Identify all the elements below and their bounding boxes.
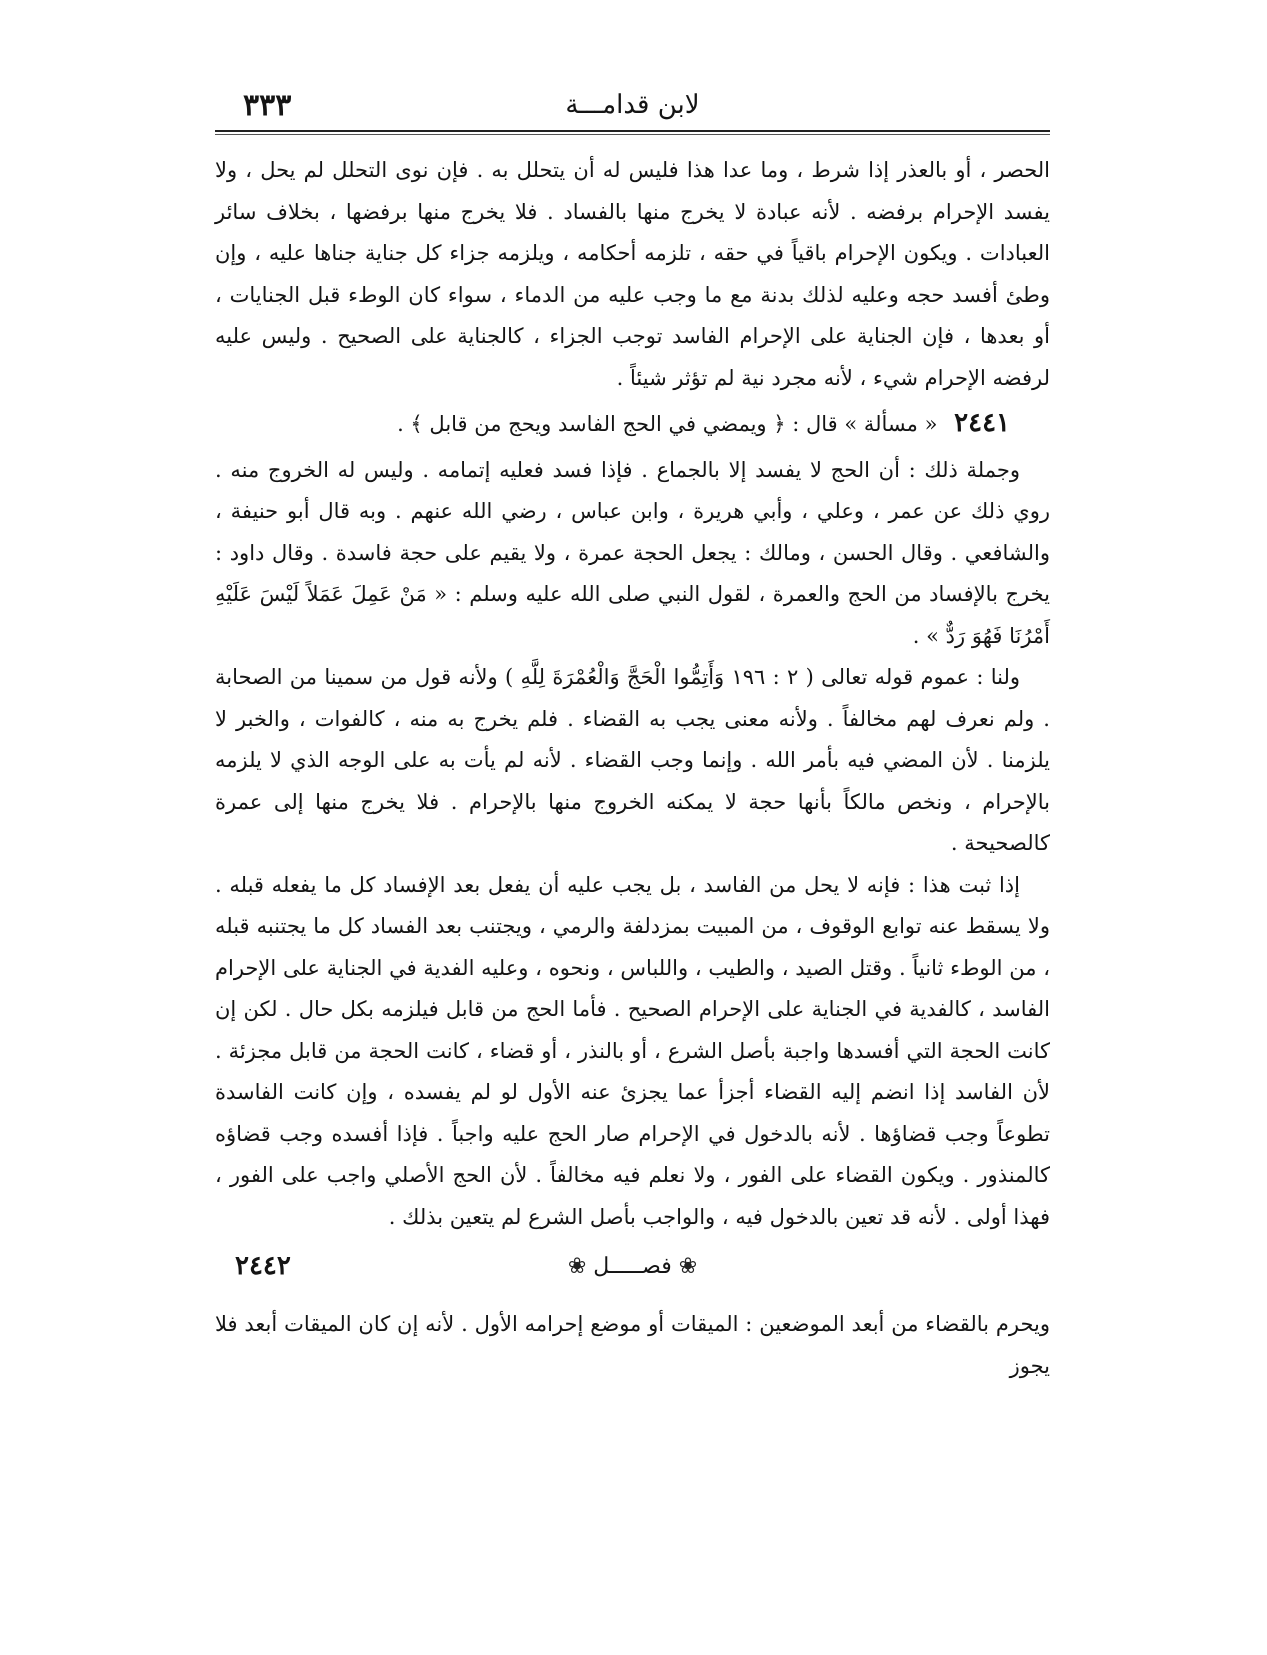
- issue-line: [215, 403, 1050, 446]
- issue-number: ٢٤٤١: [954, 408, 1010, 438]
- section-title-wrap: [215, 1246, 1050, 1288]
- ornament-left-icon: ❀: [567, 1254, 587, 1279]
- ornament-right-icon: ❀: [678, 1254, 698, 1279]
- issue-text: « مسألة » قال : ﴿ ويمضي في الحج الفاسد ويحج من قابل ﴾ .: [397, 412, 938, 436]
- running-title: لابن قدامـــة: [565, 90, 700, 120]
- section-heading: [215, 1244, 1050, 1296]
- page-number: ٣٣٣: [243, 88, 292, 123]
- page-header: [215, 88, 1050, 130]
- paragraph-1: الحصر ، أو بالعذر إذا شرط ، وما عدا هذا فليس له أن يتحلل به . فإن نوى التحلل لم يحل ، ولا يفسد الإحرام برفضه . لأنه عبادة لا يخرج منها بالفساد . فلا يخرج منها برفضها ، بخلاف سائر العبادات . ويكون الإحرام باقياً في حقه ، تلزمه أحكامه ، ويلزمه جزاء كل جناية جناها عليه ، وإن وطئ أفسد حجه وعليه لذلك بدنة مع ما وجب عليه من الدماء ، سواء كان الوطء قبل الجنايات ، أو بعدها ، فإن الجناية على الإحرام الفاسد توجب الجزاء ، كالجناية على الصحيح . وليس عليه لرفضه الإحرام شيء ، لأنه مجرد نية لم تؤثر شيئاً .: [215, 158, 1050, 390]
- section-title: فصـــــل: [593, 1254, 672, 1279]
- body-text: [215, 150, 1050, 1387]
- paragraph-5: ويحرم بالقضاء من أبعد الموضعين : الميقات أو موضع إحرامه الأول . لأنه إن كان الميقات أبعد فلا يجوز: [215, 1312, 1050, 1378]
- paragraph-4: إذا ثبت هذا : فإنه لا يحل من الفاسد ، بل يجب عليه أن يفعل بعد الإفساد كل ما يفعله قبله . ولا يسقط عنه توابع الوقوف ، من المبيت بمزدلفة والرمي ، ويجتنب بعد الفساد كل ما يجتنبه قبله ، من الوطء ثانياً . وقتل الصيد ، والطيب ، واللباس ، ونحوه ، وعليه الفدية في الجناية على الإحرام الفاسد ، كالفدية في الجناية على الإحرام الصحيح . فأما الحج من قابل فيلزمه بكل حال . لكن إن كانت الحجة التي أفسدها واجبة بأصل الشرع ، أو بالنذر ، أو قضاء ، كانت الحجة من قابل مجزئة . لأن الفاسد إذا انضم إليه القضاء أجزأ عما يجزئ عنه الأول لو لم يفسده ، وإن كانت الفاسدة تطوعاً وجب قضاؤها . لأنه بالدخول في الإحرام صار الحج عليه واجباً . فإذا أفسده وجب قضاؤه كالمنذور . ويكون القضاء على الفور ، ولا نعلم فيه مخالفاً . لأن الحج الأصلي واجب على الفور ، فهذا أولى . لأنه قد تعين بالدخول فيه ، والواجب بأصل الشرع لم يتعين بذلك .: [215, 872, 1050, 1229]
- section-number: ٢٤٤٢: [235, 1251, 291, 1281]
- header-rule: [215, 130, 1050, 132]
- paragraph-3: ولنا : عموم قوله تعالى ( ٢ : ١٩٦ وَأَتِمُّوا الْحَجَّ وَالْعُمْرَةَ لِلَّهِ ) ولأنه قول من سمينا من الصحابة . ولم نعرف لهم مخالفاً . ولأنه معنى يجب به القضاء . فلم يخرج به منه ، كالفوات ، والخبر لا يلزمنا . لأن المضي فيه بأمر الله . وإنما وجب القضاء . لأنه لم يأت به على الوجه الذي لا يلزمه بالإحرام ، ونخص مالكاً بأنها حجة لا يمكنه الخروج منها بالإحرام . فلا يخرج منها إلى عمرة كالصحيحة .: [215, 665, 1050, 855]
- paragraph-2: وجملة ذلك : أن الحج لا يفسد إلا بالجماع . فإذا فسد فعليه إتمامه . وليس له الخروج منه . روي ذلك عن عمر ، وعلي ، وأبي هريرة ، وابن عباس ، رضي الله عنهم . وبه قال أبو حنيفة ، والشافعي . وقال الحسن ، ومالك : يجعل الحجة عمرة ، ولا يقيم على حجة فاسدة . وقال داود : يخرج بالإفساد من الحج والعمرة ، لقول النبي صلى الله عليه وسلم : « مَنْ عَمِلَ عَمَلاً لَيْسَ عَلَيْهِ أَمْرُنَا فَهُوَ رَدٌّ » .: [215, 457, 1050, 648]
- header-rule-thin: [215, 134, 1050, 135]
